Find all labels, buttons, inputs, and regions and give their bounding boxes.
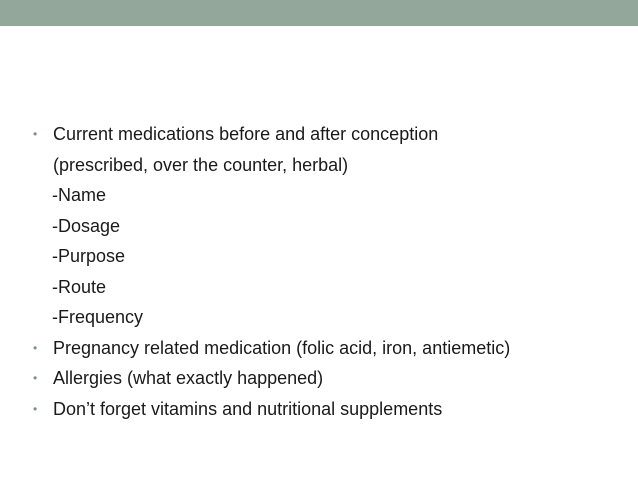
title-accent-bar	[0, 0, 638, 26]
bullet-item-current-medications	[32, 119, 622, 150]
bullet-text: Current medications before and after conception	[53, 124, 439, 144]
bullet-text: (prescribed, over the counter, herbal)	[53, 154, 349, 175]
sub-item-route	[32, 272, 622, 303]
bullet-icon: •	[33, 371, 38, 385]
sub-item-name	[32, 180, 622, 211]
sub-item-frequency	[32, 302, 622, 333]
bullet-continuation	[32, 150, 622, 181]
sub-item-text: -Frequency	[52, 307, 144, 327]
bullet-text: Allergies (what exactly happened)	[53, 368, 324, 388]
bullet-text: Don’t forget vitamins and nutritional supplements	[53, 398, 443, 419]
bullet-item-pregnancy-medication	[32, 333, 622, 364]
bullet-item-allergies	[32, 363, 622, 394]
bullet-icon: •	[33, 401, 38, 416]
slide-content	[32, 119, 622, 424]
sub-item-text: -Purpose	[52, 246, 126, 266]
sub-item-text: -Name	[52, 185, 107, 205]
bullet-icon: •	[33, 340, 38, 355]
bullet-item-vitamins	[32, 394, 622, 425]
sub-item-text: -Dosage	[52, 215, 121, 236]
sub-item-purpose	[32, 241, 622, 272]
bullet-icon: •	[33, 127, 38, 141]
sub-item-dosage	[32, 211, 622, 242]
bullet-text: Pregnancy related medication (folic acid, iron, antiemetic)	[53, 337, 511, 358]
sub-item-text: -Route	[52, 276, 107, 297]
